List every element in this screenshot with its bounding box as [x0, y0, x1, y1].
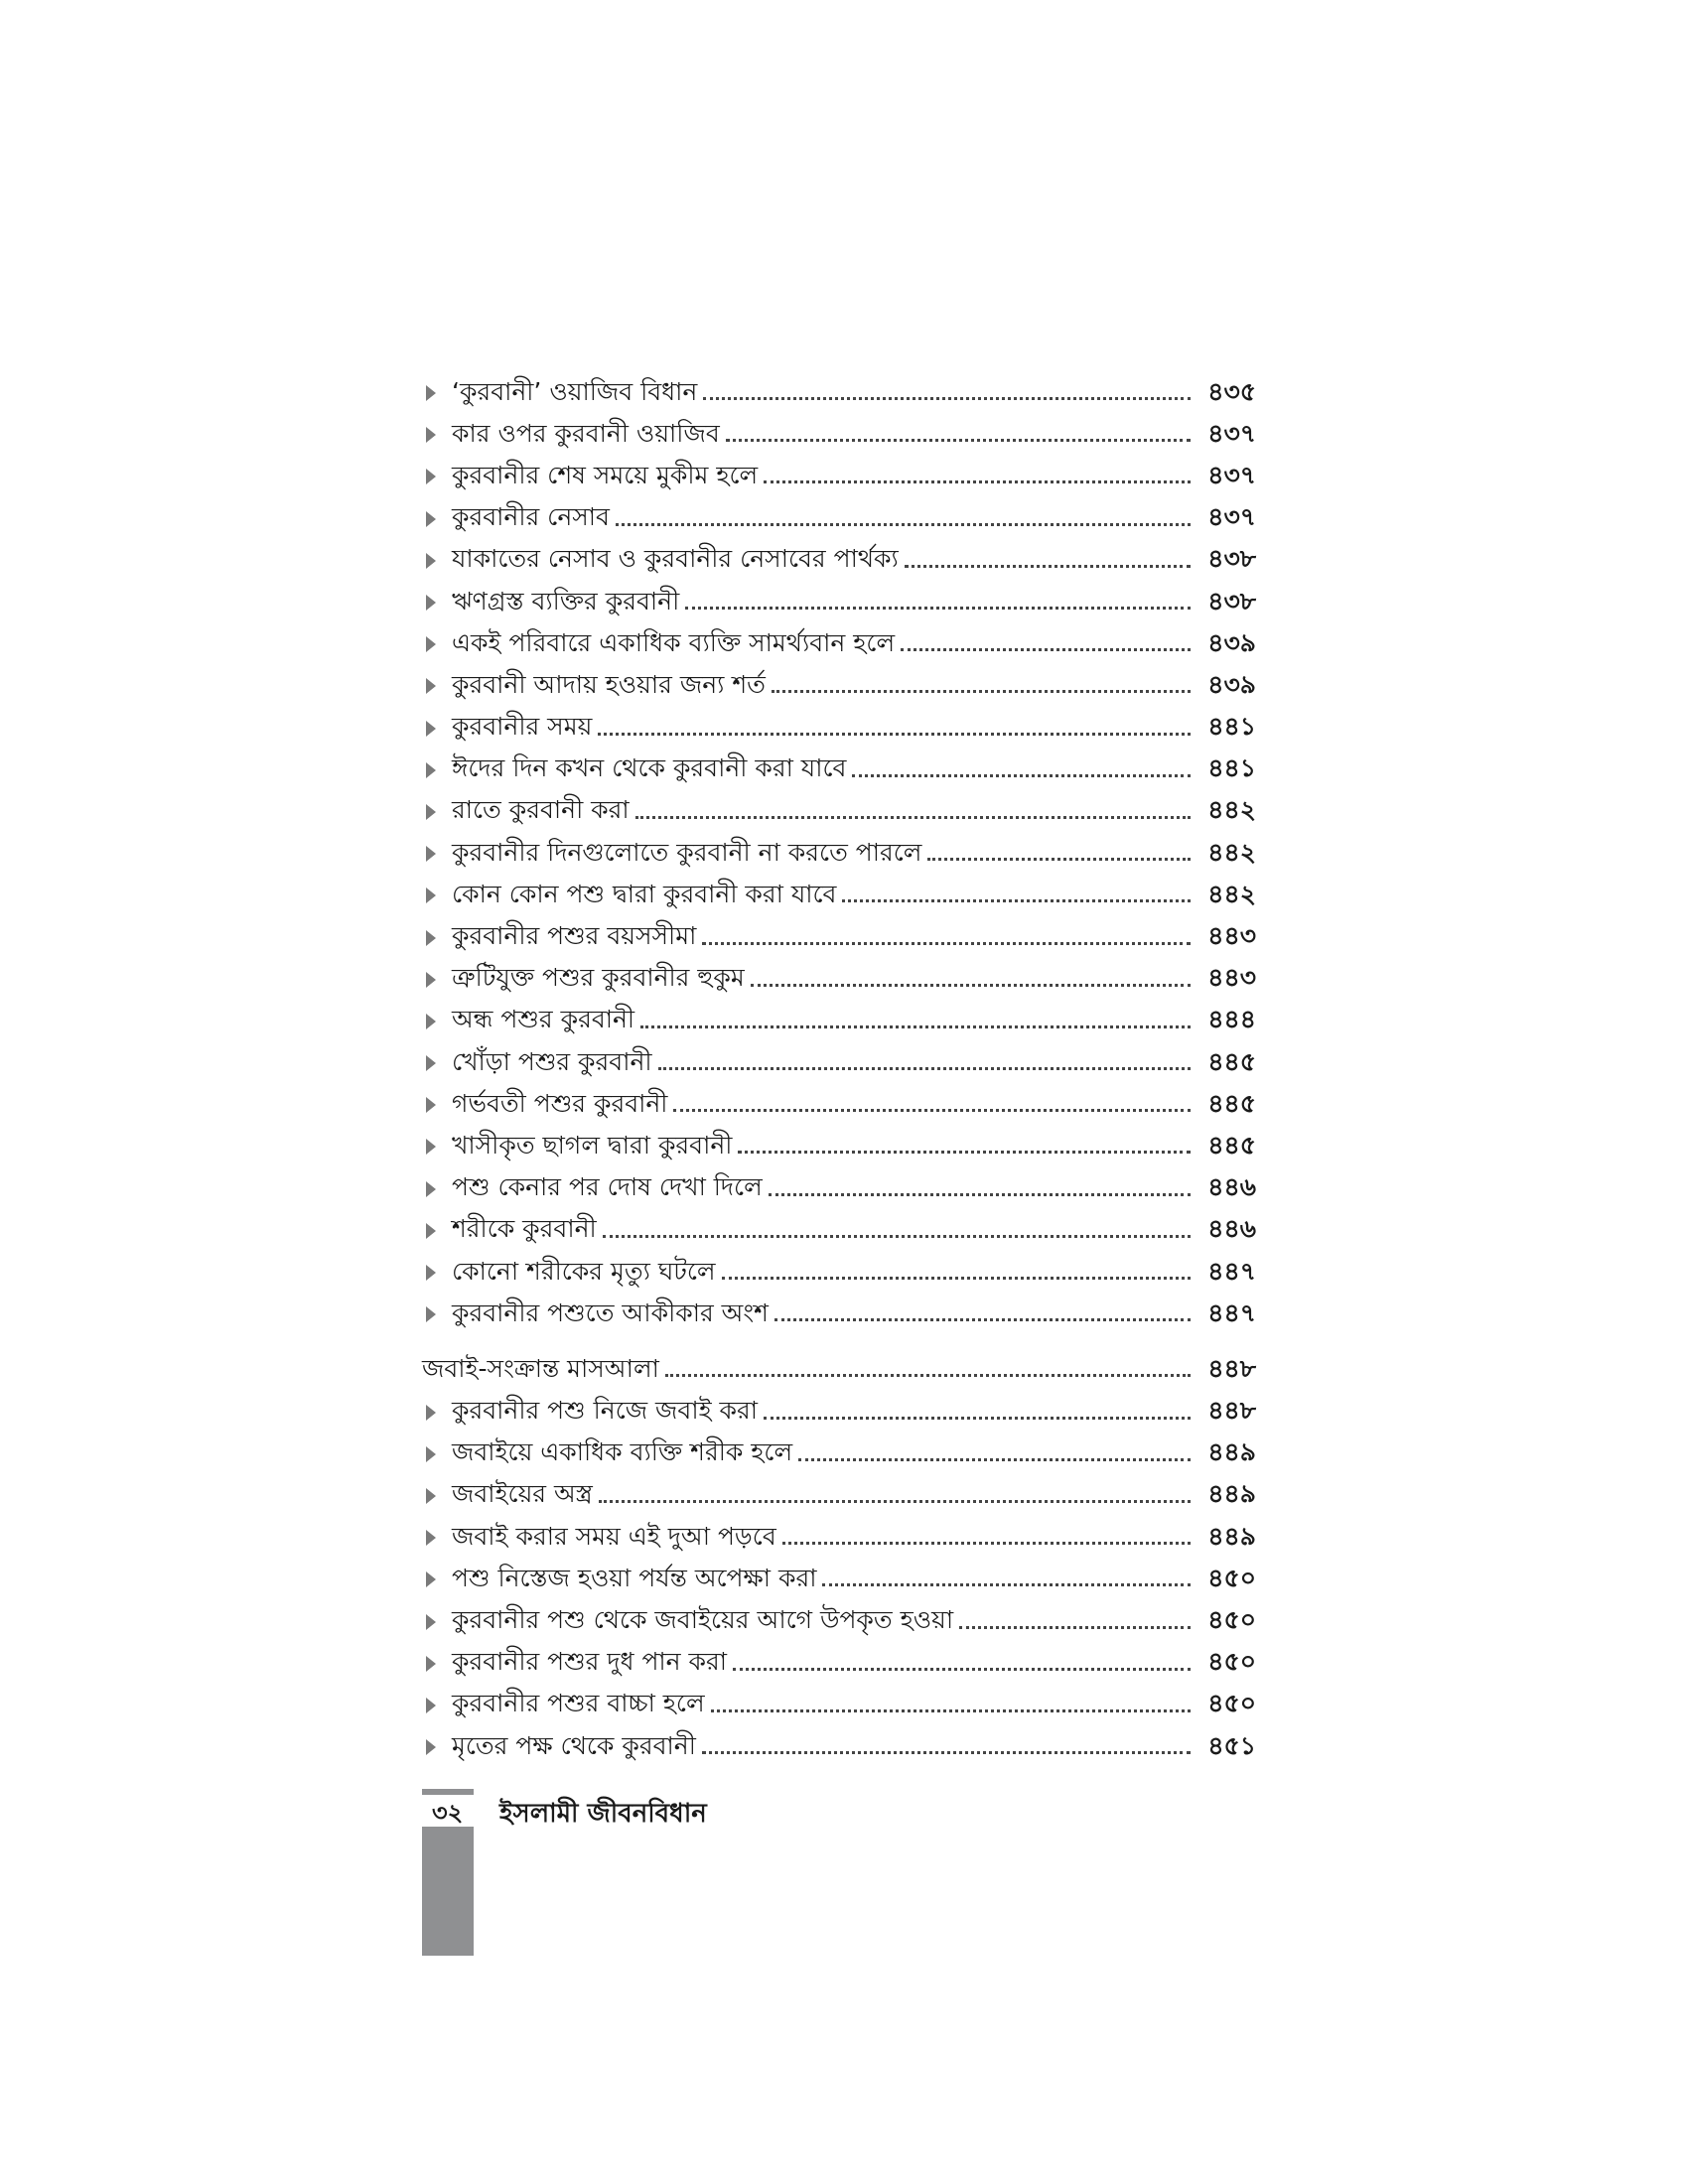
footer-page-number: ৩২ — [432, 1799, 464, 1827]
toc-entry-page: ৪৪৩ — [1207, 921, 1256, 951]
toc-entry[interactable] — [422, 1294, 1256, 1335]
triangle-right-icon — [426, 595, 436, 611]
toc-entry-page: ৪৪৩ — [1207, 963, 1256, 993]
toc-entry-label: ‘কুরবানী’ ওয়াজিব বিধান — [452, 376, 698, 406]
toc-entry-page: ৪৩৭ — [1207, 460, 1256, 489]
toc-entry-label: রাতে কুরবানী করা — [452, 795, 630, 825]
triangle-right-icon — [426, 887, 436, 903]
toc-entry[interactable] — [422, 1475, 1256, 1517]
toc-entry-page: ৪৩৮ — [1207, 544, 1256, 574]
toc-dot-leader — [703, 396, 1191, 400]
triangle-right-icon — [426, 846, 436, 862]
toc-dot-leader — [711, 1708, 1191, 1712]
toc-entry[interactable] — [422, 1559, 1256, 1600]
toc-entry[interactable] — [422, 791, 1256, 833]
toc-entry[interactable] — [422, 916, 1256, 958]
toc-entry-page: ৪৪৫ — [1207, 1046, 1256, 1076]
toc-dot-leader — [702, 941, 1191, 945]
toc-entry-page: ৪৩৭ — [1207, 418, 1256, 448]
triangle-right-icon — [426, 1223, 436, 1239]
toc-entry[interactable] — [422, 1726, 1256, 1768]
toc-entry-page: ৪৫০ — [1207, 1647, 1256, 1677]
toc-entry-label: ঈদের দিন কখন থেকে কুরবানী করা যাবে — [452, 753, 847, 783]
toc-entry[interactable] — [422, 750, 1256, 791]
triangle-right-icon — [426, 469, 436, 484]
toc-dot-leader — [722, 1276, 1191, 1280]
toc-dot-leader — [599, 1499, 1191, 1503]
toc-entry-page: ৪৩৯ — [1207, 627, 1256, 657]
toc-entry-page: ৪৪৯ — [1207, 1479, 1256, 1509]
toc-entry-label: মৃতের পক্ষ থেকে কুরবানী — [452, 1730, 696, 1760]
toc-entry-page: ৪৩৭ — [1207, 502, 1256, 532]
toc-entry-label: কুরবানীর পশুতে আকীকার অংশ — [452, 1297, 769, 1327]
toc-entry-label: কুরবানীর পশু নিজে জবাই করা — [452, 1396, 759, 1426]
toc-entry[interactable] — [422, 959, 1256, 1001]
footer-book-title: ইসলামী জীবনবিধান — [499, 1799, 707, 1829]
toc-dot-leader — [640, 1024, 1191, 1028]
toc-entry[interactable] — [422, 540, 1256, 582]
toc-entry-label: ত্রুটিযুক্ত পশুর কুরবানীর হুকুম — [452, 963, 745, 993]
toc-entry-label: পশু কেনার পর দোষ দেখা দিলে — [452, 1172, 763, 1202]
triangle-right-icon — [426, 804, 436, 820]
triangle-right-icon — [426, 1181, 436, 1197]
toc-entry-label: কুরবানীর নেসাব — [452, 502, 610, 532]
toc-dot-leader — [635, 815, 1191, 819]
triangle-right-icon — [426, 1656, 436, 1672]
toc-dot-leader — [782, 1541, 1191, 1545]
triangle-right-icon — [426, 930, 436, 946]
toc-entry[interactable] — [422, 456, 1256, 497]
toc-entry[interactable] — [422, 1126, 1256, 1167]
toc-entry-page: ৪৪৯ — [1207, 1521, 1256, 1551]
toc-group-slaughter — [422, 1392, 1256, 1769]
toc-entry-label: কার ওপর কুরবানী ওয়াজিব — [452, 418, 720, 448]
toc-entry-label: জবাইয়ের অস্ত্র — [452, 1479, 593, 1509]
toc-entry[interactable] — [422, 833, 1256, 875]
toc-dot-leader — [764, 479, 1191, 483]
toc-group-topics — [422, 372, 1256, 1335]
toc-dot-leader — [798, 1457, 1191, 1461]
toc-entry[interactable] — [422, 372, 1256, 414]
toc-entry-page: ৪৩৯ — [1207, 669, 1256, 699]
triangle-right-icon — [426, 636, 436, 652]
toc-entry-label: কুরবানীর পশুর বাচ্চা হলে — [452, 1689, 705, 1718]
toc-entry-page: ৪৪৭ — [1207, 1297, 1256, 1327]
toc-entry[interactable] — [422, 1210, 1256, 1252]
toc-dot-leader — [822, 1582, 1191, 1586]
toc-entry[interactable] — [422, 708, 1256, 750]
triangle-right-icon — [426, 678, 436, 694]
triangle-right-icon — [426, 1265, 436, 1281]
toc-entry[interactable] — [422, 582, 1256, 623]
toc-entry[interactable] — [422, 414, 1256, 456]
toc-entry[interactable] — [422, 1517, 1256, 1559]
toc-entry-page: ৪৪৫ — [1207, 1130, 1256, 1160]
toc-entry[interactable] — [422, 665, 1256, 707]
toc-entry-label: কুরবানীর সময় — [452, 712, 593, 742]
toc-dot-leader — [905, 564, 1191, 568]
toc-entry-label: অন্ধ পশুর কুরবানী — [452, 1005, 635, 1034]
toc-dot-leader — [901, 647, 1191, 651]
toc-dot-leader — [959, 1625, 1191, 1629]
triangle-right-icon — [426, 385, 436, 401]
toc-dot-leader — [769, 1192, 1191, 1196]
toc-dot-leader — [665, 1373, 1191, 1377]
toc-entry[interactable] — [422, 1433, 1256, 1475]
toc-entry-page: ৪৪৬ — [1207, 1214, 1256, 1244]
toc-entry-label: কুরবানীর পশুর বয়সসীমা — [452, 921, 697, 951]
triangle-right-icon — [426, 511, 436, 527]
toc-dot-leader — [685, 606, 1191, 610]
toc-entry-page: ৪৪৬ — [1207, 1172, 1256, 1202]
toc-entry-page: ৪৪২ — [1207, 795, 1256, 825]
toc-entry-page: ৪৫০ — [1207, 1563, 1256, 1592]
toc-entry-label: কুরবানীর শেষ সময়ে মুকীম হলে — [452, 460, 759, 489]
toc-entry[interactable] — [422, 1168, 1256, 1210]
toc-entry-label: কুরবানীর পশু থেকে জবাইয়ের আগে উপকৃত হওয়া — [452, 1605, 954, 1635]
toc-entry-label: জবাইয়ে একাধিক ব্যক্তি শরীক হলে — [452, 1437, 793, 1467]
toc-entry-label: পশু নিস্তেজ হওয়া পর্যন্ত অপেক্ষা করা — [452, 1563, 817, 1592]
triangle-right-icon — [426, 1698, 436, 1713]
toc-dot-leader — [616, 522, 1191, 526]
toc-section-heading[interactable] — [422, 1349, 1256, 1391]
toc-dot-leader — [603, 1234, 1191, 1238]
toc-entry-label: যাকাতের নেসাব ও কুরবানীর নেসাবের পার্থক্য — [452, 544, 899, 574]
triangle-right-icon — [426, 972, 436, 988]
toc-dot-leader — [842, 898, 1191, 902]
toc-dot-leader — [852, 773, 1191, 777]
triangle-right-icon — [426, 1530, 436, 1546]
toc-entry[interactable] — [422, 623, 1256, 665]
toc-entry-label: গর্ভবতী পশুর কুরবানী — [452, 1088, 668, 1118]
triangle-right-icon — [426, 1097, 436, 1113]
table-of-contents — [422, 372, 1256, 1768]
toc-entry[interactable] — [422, 1252, 1256, 1294]
toc-entry-label: কুরবানীর দিনগুলোতে কুরবানী না করতে পারলে — [452, 837, 922, 867]
toc-entry-label: কুরবানী আদায় হওয়ার জন্য শর্ত — [452, 669, 766, 699]
toc-entry-page: ৪৪১ — [1207, 753, 1256, 783]
toc-entry-label: কোনো শরীকের মৃত্যু ঘটলে — [452, 1256, 716, 1286]
toc-entry-page: ৪৩৫ — [1207, 376, 1256, 406]
triangle-right-icon — [426, 1405, 436, 1421]
toc-entry-page: ৪৫০ — [1207, 1689, 1256, 1718]
toc-entry-page: ৪৪১ — [1207, 712, 1256, 742]
toc-entry-page: ৪৫১ — [1207, 1730, 1256, 1760]
toc-entry[interactable] — [422, 1685, 1256, 1726]
toc-entry[interactable] — [422, 1643, 1256, 1685]
toc-entry[interactable] — [422, 498, 1256, 540]
toc-dot-leader — [673, 1108, 1191, 1112]
triangle-right-icon — [426, 1488, 436, 1504]
toc-dot-leader — [738, 1150, 1191, 1154]
toc-dot-leader — [927, 857, 1191, 861]
toc-dot-leader — [774, 1317, 1191, 1321]
triangle-right-icon — [426, 1055, 436, 1071]
toc-section-page: ৪৪৮ — [1207, 1353, 1256, 1383]
toc-section-label: জবাই-সংক্রান্ত মাসআলা — [422, 1353, 659, 1383]
toc-entry[interactable] — [422, 875, 1256, 916]
toc-entry[interactable] — [422, 1001, 1256, 1042]
toc-entry-page: ৪৪২ — [1207, 837, 1256, 867]
triangle-right-icon — [426, 762, 436, 778]
toc-entry-label: জবাই করার সময় এই দুআ পড়বে — [452, 1521, 776, 1551]
toc-entry-label: খাসীকৃত ছাগল দ্বারা কুরবানী — [452, 1130, 733, 1160]
toc-dot-leader — [726, 438, 1191, 442]
triangle-right-icon — [426, 721, 436, 737]
triangle-right-icon — [426, 1739, 436, 1755]
toc-entry-page: ৪৪৪ — [1207, 1005, 1256, 1034]
triangle-right-icon — [426, 1139, 436, 1155]
toc-entry[interactable] — [422, 1042, 1256, 1084]
triangle-right-icon — [426, 1571, 436, 1587]
toc-dot-leader — [772, 689, 1191, 693]
toc-entry-page: ৪৪৯ — [1207, 1437, 1256, 1467]
toc-entry-label: শরীকে কুরবানী — [452, 1214, 597, 1244]
toc-dot-leader — [733, 1667, 1191, 1671]
toc-entry-label: খোঁড়া পশুর কুরবানী — [452, 1046, 652, 1076]
toc-dot-leader — [598, 732, 1191, 736]
toc-dot-leader — [751, 983, 1191, 987]
triangle-right-icon — [426, 1014, 436, 1029]
toc-entry-page: ৪৩৮ — [1207, 586, 1256, 615]
toc-entry-page: ৪৪৮ — [1207, 1396, 1256, 1426]
toc-entry-label: একই পরিবারে একাধিক ব্যক্তি সামর্থ্যবান হলে — [452, 627, 896, 657]
toc-dot-leader — [702, 1750, 1191, 1754]
page-footer — [422, 1789, 1256, 1829]
toc-dot-leader — [764, 1416, 1191, 1420]
toc-entry-page: ৪৫০ — [1207, 1605, 1256, 1635]
triangle-right-icon — [426, 1614, 436, 1630]
toc-entry[interactable] — [422, 1600, 1256, 1642]
toc-entry[interactable] — [422, 1392, 1256, 1433]
toc-entry[interactable] — [422, 1084, 1256, 1126]
triangle-right-icon — [426, 1446, 436, 1462]
toc-entry-label: কোন কোন পশু দ্বারা কুরবানী করা যাবে — [452, 879, 837, 908]
toc-entry-label: ঋণগ্রস্ত ব্যক্তির কুরবানী — [452, 586, 680, 615]
triangle-right-icon — [426, 1306, 436, 1322]
toc-entry-page: ৪৪২ — [1207, 879, 1256, 908]
toc-entry-label: কুরবানীর পশুর দুধ পান করা — [452, 1647, 728, 1677]
triangle-right-icon — [426, 553, 436, 569]
toc-dot-leader — [658, 1066, 1191, 1070]
toc-entry-page: ৪৪৭ — [1207, 1256, 1256, 1286]
footer-side-tab — [422, 1827, 474, 1956]
toc-entry-page: ৪৪৫ — [1207, 1088, 1256, 1118]
triangle-right-icon — [426, 427, 436, 443]
